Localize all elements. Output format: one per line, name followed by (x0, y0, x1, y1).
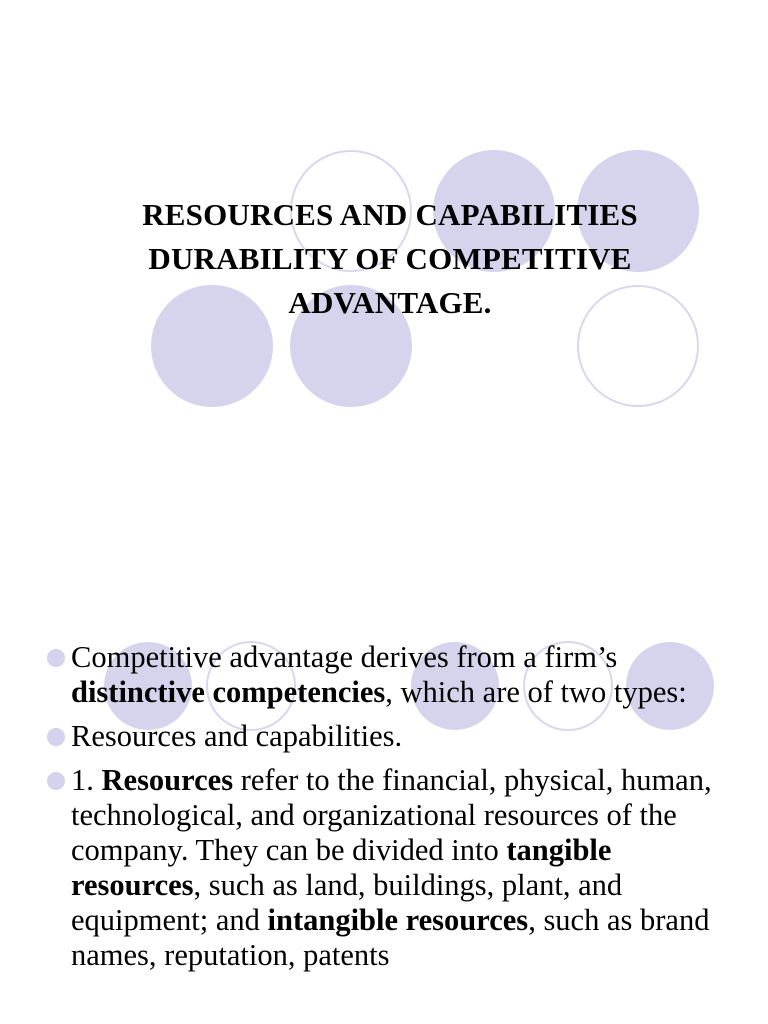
bullet-item-resources-capabilities (44, 719, 744, 754)
bullet-text: Resources and capabilities. (71, 719, 403, 753)
bullet-dot-icon (47, 728, 65, 746)
slide-title-line-1: RESOURCES AND CAPABILITIES (142, 197, 638, 232)
bullet-bold-text: intangible resources (267, 903, 529, 937)
bullet-text: , such as land, buildings, plant, and equipment; and (71, 868, 623, 937)
slide-title (60, 193, 720, 325)
bullet-bold-text: distinctive competencies (71, 675, 386, 709)
bullet-bold-text: Resources (101, 763, 234, 797)
bullet-dot-icon (47, 649, 65, 667)
bullet-text: refer to the financial, physical, human, technological, and organizational resources of the company. They can be divided into (71, 763, 712, 867)
bullet-text: Competitive advantage derives from a firm’s (71, 640, 618, 674)
bullet-item-competitive-advantage (44, 640, 744, 710)
slide-title-line-2: DURABILITY OF COMPETITIVE (148, 241, 632, 276)
bullet-item-resources-definition (44, 763, 744, 973)
slide-title-line-3: ADVANTAGE. (288, 285, 492, 320)
bullet-dot-icon (47, 772, 65, 790)
bullet-bold-text: tangible resources (71, 833, 612, 902)
bullet-text: , which are of two types: (385, 675, 687, 709)
bullet-list (44, 640, 744, 982)
bullet-text: , such as brand names, reputation, patents (71, 903, 710, 972)
bullet-text: 1. (71, 763, 102, 797)
